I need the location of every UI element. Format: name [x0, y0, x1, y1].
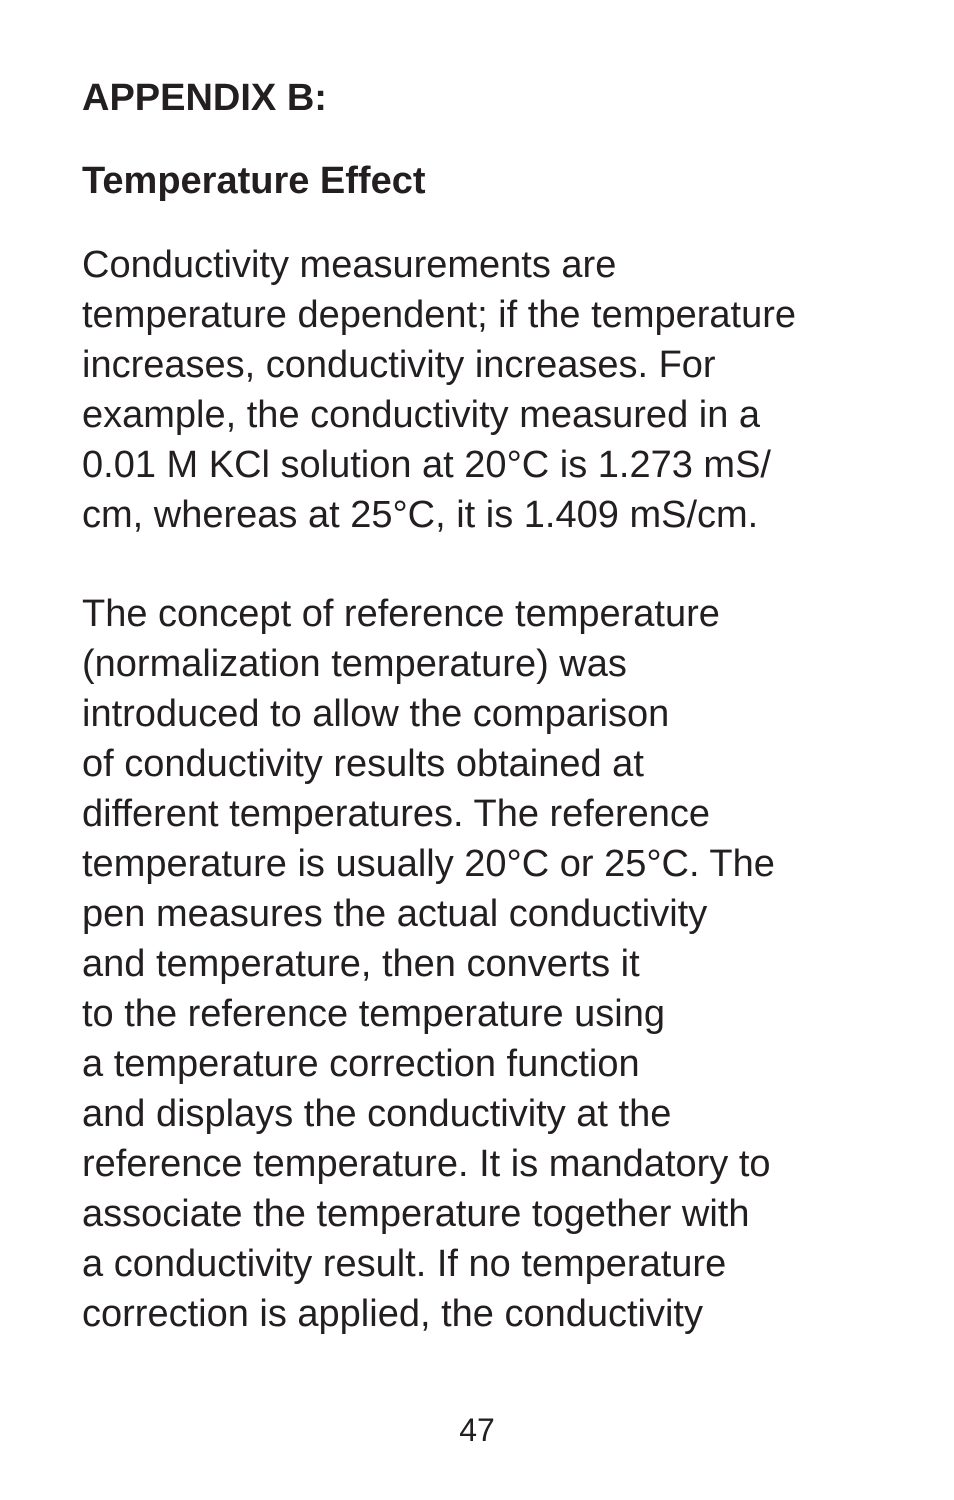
- paragraph-line: and displays the conductivity at the: [82, 1093, 672, 1135]
- page-number: 47: [459, 1412, 495, 1448]
- paragraph-line: correction is applied, the conductivity: [82, 1293, 703, 1335]
- paragraph-temperature-dependence: [82, 240, 796, 540]
- paragraph-line: reference temperature. It is mandatory to: [82, 1143, 771, 1185]
- paragraph-line: example, the conductivity measured in a: [82, 394, 761, 436]
- paragraph-line: a conductivity result. If no temperature: [82, 1243, 727, 1285]
- section-title: Temperature Effect: [82, 160, 426, 202]
- paragraph-line: to the reference temperature using: [82, 993, 666, 1035]
- paragraph-line: The concept of reference temperature: [82, 593, 720, 635]
- paragraph-line: temperature dependent; if the temperature: [82, 294, 797, 336]
- paragraph-line: a temperature correction function: [82, 1043, 640, 1085]
- paragraph-line: temperature is usually 20°C or 25°C. The: [82, 843, 775, 885]
- paragraph-line: cm, whereas at 25°C, it is 1.409 mS/cm.: [82, 494, 759, 536]
- paragraph-line: (normalization temperature) was: [82, 643, 627, 685]
- paragraph-line: of conductivity results obtained at: [82, 743, 644, 785]
- paragraph-line: pen measures the actual conductivity: [82, 893, 708, 935]
- paragraph-line: Conductivity measurements are: [82, 244, 617, 286]
- appendix-heading: APPENDIX B:: [82, 77, 327, 119]
- paragraph-line: associate the temperature together with: [82, 1193, 750, 1235]
- paragraph-line: introduced to allow the comparison: [82, 693, 670, 735]
- paragraph-line: different temperatures. The reference: [82, 793, 711, 835]
- paragraph-reference-temperature: [82, 589, 775, 1339]
- paragraph-line: increases, conductivity increases. For: [82, 344, 716, 386]
- paragraph-line: and temperature, then converts it: [82, 943, 640, 985]
- paragraph-line: 0.01 M KCl solution at 20°C is 1.273 mS/: [82, 444, 771, 486]
